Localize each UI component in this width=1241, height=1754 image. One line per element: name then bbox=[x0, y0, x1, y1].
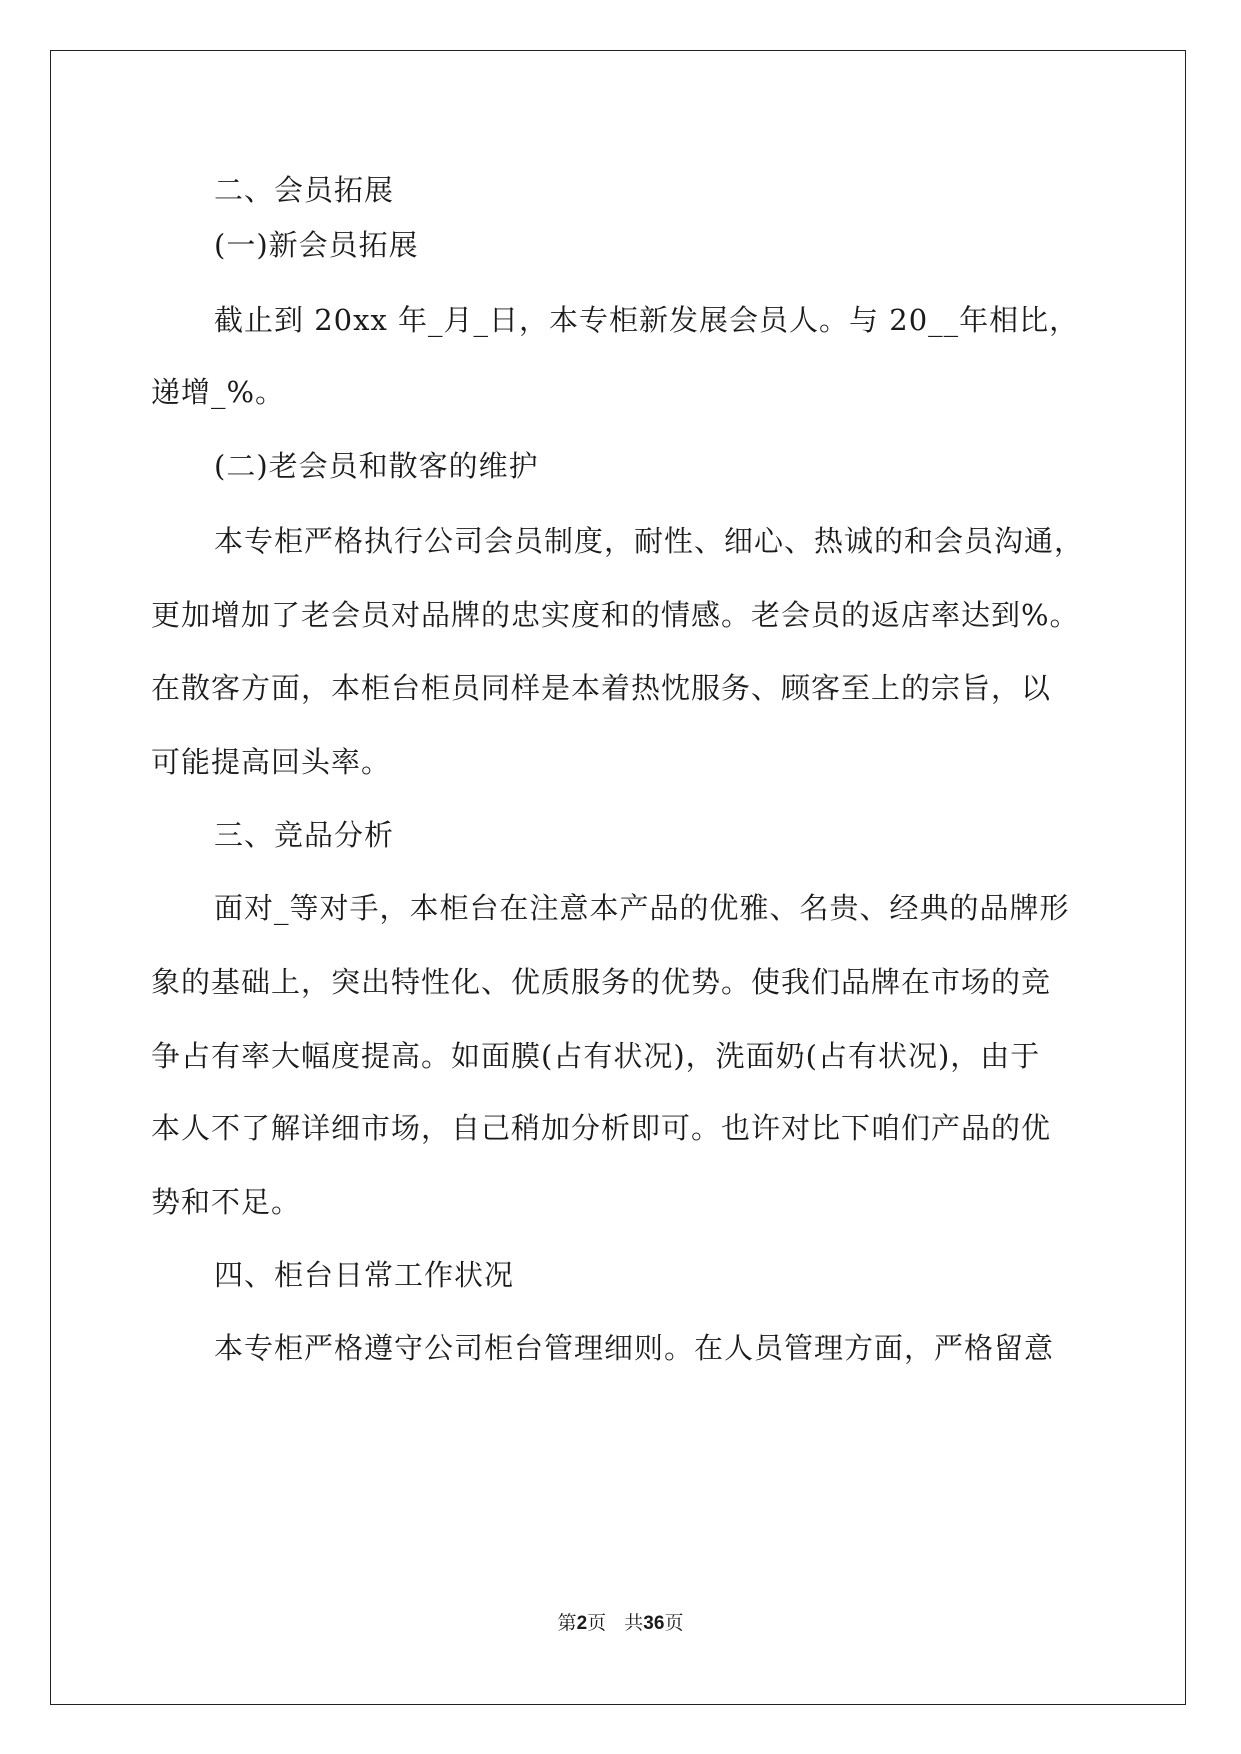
page-border bbox=[50, 50, 1186, 1705]
paragraph-line: 势和不足。 bbox=[151, 1185, 302, 1219]
page-prefix: 第 bbox=[557, 1612, 577, 1634]
heading-counter-daily-work: 四、柜台日常工作状况 bbox=[214, 1258, 515, 1292]
total-pages: 36 bbox=[643, 1613, 665, 1634]
page-number: 2 bbox=[576, 1613, 588, 1634]
heading-member-expansion: 二、会员拓展 bbox=[214, 173, 395, 207]
paragraph-line: 本专柜严格执行公司会员制度，耐性、细心、热诚的和会员沟通， bbox=[214, 524, 1085, 558]
subheading-old-members: (二)老会员和散客的维护 bbox=[214, 449, 539, 483]
page-suffix: 页 bbox=[587, 1612, 607, 1634]
subheading-new-members: (一)新会员拓展 bbox=[214, 228, 419, 262]
total-prefix: 共 bbox=[624, 1612, 644, 1634]
paragraph-line: 本专柜严格遵守公司柜台管理细则。在人员管理方面，严格留意 bbox=[214, 1331, 1055, 1365]
paragraph-line: 面对_等对手，本柜台在注意本产品的优雅、名贵、经典的品牌形 bbox=[214, 891, 1070, 925]
total-suffix: 页 bbox=[664, 1612, 684, 1634]
page-footer bbox=[0, 1611, 1241, 1636]
paragraph-line: 本人不了解详细市场，自己稍加分析即可。也许对比下咱们产品的优 bbox=[151, 1111, 1052, 1145]
paragraph-line: 在散客方面，本柜台柜员同样是本着热忱服务、顾客至上的宗旨，以 bbox=[151, 671, 1052, 705]
paragraph-line: 截止到 20xx 年_月_日，本专柜新发展会员人。与 20__年相比， bbox=[214, 303, 1080, 337]
paragraph-line: 象的基础上，突出特性化、优质服务的优势。使我们品牌在市场的竞 bbox=[151, 965, 1052, 999]
heading-competitor-analysis: 三、竞品分析 bbox=[214, 818, 395, 852]
paragraph-line: 争占有率大幅度提高。如面膜(占有状况)，洗面奶(占有状况)，由于 bbox=[151, 1039, 1041, 1073]
paragraph-line: 可能提高回头率。 bbox=[151, 745, 392, 779]
paragraph-line: 递增_%。 bbox=[151, 375, 286, 409]
paragraph-line: 更加增加了老会员对品牌的忠实度和的情感。老会员的返店率达到%。 bbox=[151, 598, 1080, 632]
